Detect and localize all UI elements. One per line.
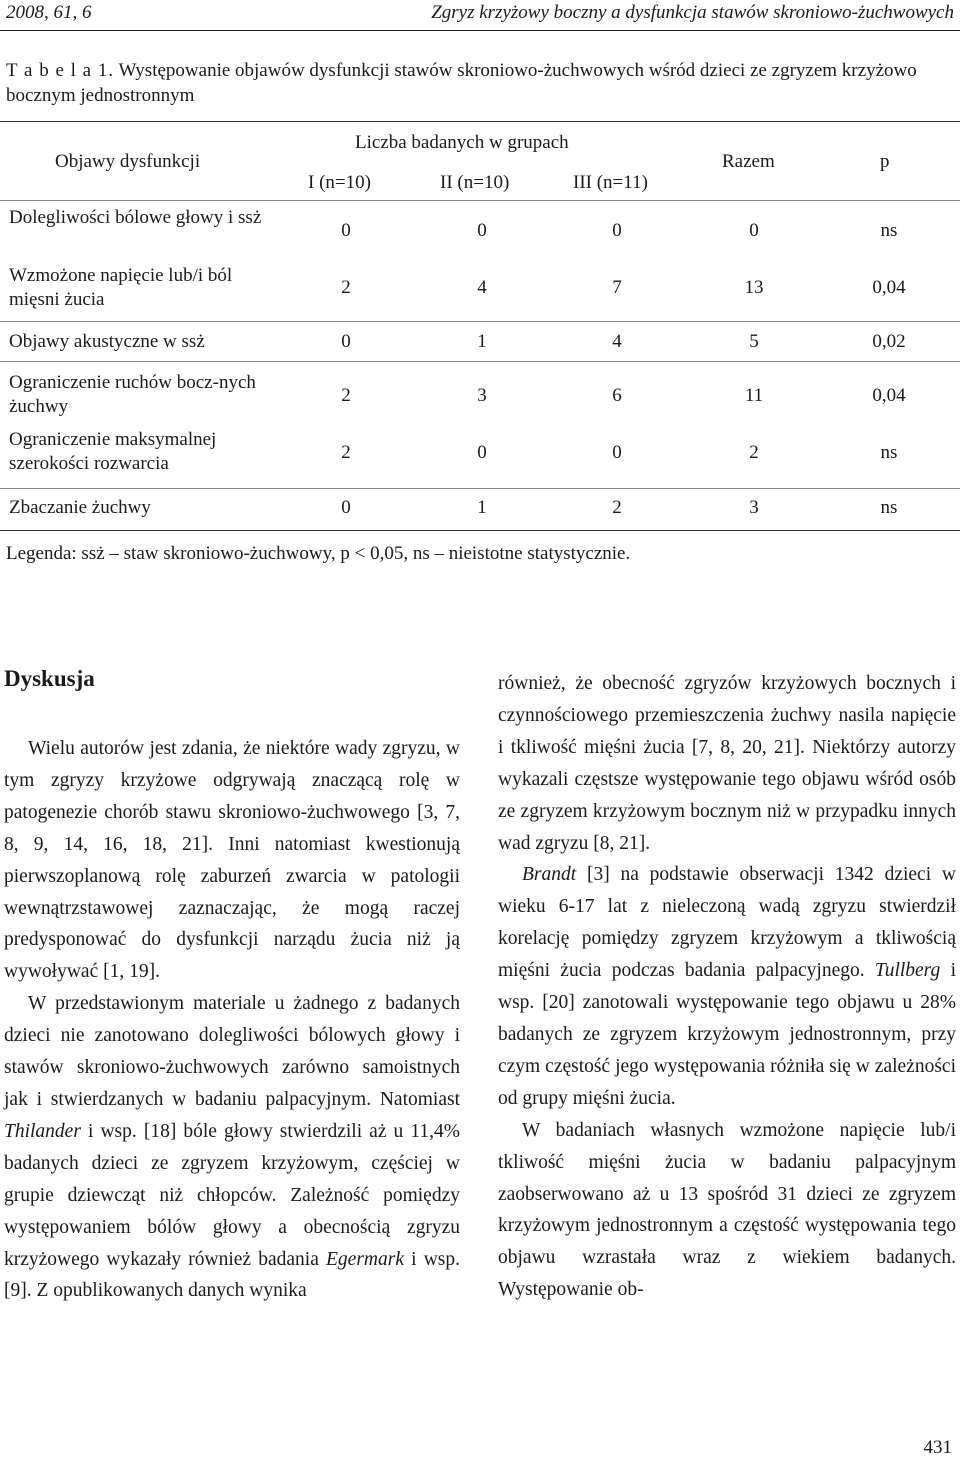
header-group-count: Liczba badanych w grupach xyxy=(355,132,569,153)
row-value-g1: 2 xyxy=(341,385,351,406)
row-value-g1: 2 xyxy=(341,277,351,298)
row-value-g3: 0 xyxy=(612,442,622,463)
table-caption-text: Występowanie objawów dysfunkcji stawów skroniowo-żuchwowych wśród dzieci ze zgryzem krzyżowo bocznym jednostronnym xyxy=(6,60,917,106)
journal-citation: 2008, 61, 6 xyxy=(6,2,92,23)
table-header-rule xyxy=(0,200,960,201)
header-total: Razem xyxy=(722,151,775,172)
row-label: Zbaczanie żuchwy xyxy=(9,497,151,518)
row-value-g1: 0 xyxy=(341,331,351,352)
row-value-total: 3 xyxy=(749,497,759,518)
table-caption-label: T a b e l a 1. xyxy=(6,60,115,81)
paragraph: W badaniach własnych wzmożone napięcie lub/i tkliwość mięśni żucia w badaniu palpacyjnym zaobserwowano aż u 13 spośród 31 dzieci ze zgryzem krzyżowym jednostronnym a częstość występowania tego objawu wzrastała wraz z wiekiem badanych. Występowanie ob- xyxy=(498,1119,956,1301)
row-value-g1: 0 xyxy=(341,497,351,518)
author-name: Tullberg xyxy=(874,960,941,982)
row-value-g2: 4 xyxy=(477,277,487,298)
table-bottom-rule xyxy=(0,530,960,531)
header-group-2: II (n=10) xyxy=(440,172,510,193)
row-value-g2: 1 xyxy=(477,331,487,352)
row-value-g3: 7 xyxy=(612,277,622,298)
text-column-right xyxy=(498,668,956,1306)
row-value-g3: 2 xyxy=(612,497,622,518)
text-column-left xyxy=(4,733,460,1307)
row-value-p: 0,02 xyxy=(872,331,906,352)
table-legend: Legenda: ssż – staw skroniowo-żuchwowy, p < 0,05, ns – nieistotne statystycznie. xyxy=(6,543,631,564)
row-value-total: 5 xyxy=(749,331,759,352)
table-row-rule xyxy=(0,488,960,489)
row-value-g3: 0 xyxy=(612,220,622,241)
row-value-total: 0 xyxy=(749,220,759,241)
row-label: Ograniczenie maksymalnej szerokości rozwarcia xyxy=(9,429,217,474)
row-value-g2: 0 xyxy=(477,442,487,463)
row-value-g3: 4 xyxy=(612,331,622,352)
row-label: Ograniczenie ruchów bocz-nych żuchwy xyxy=(9,372,256,417)
page-number: 431 xyxy=(923,1437,952,1458)
table-top-rule xyxy=(0,121,960,122)
row-label: Objawy akustyczne w ssż xyxy=(9,331,205,352)
row-value-total: 11 xyxy=(744,385,764,406)
author-name: Egermark xyxy=(326,1248,404,1270)
row-value-total: 2 xyxy=(749,442,759,463)
header-group-3: III (n=11) xyxy=(573,172,648,193)
author-name: Thilander xyxy=(4,1120,81,1142)
row-value-p: ns xyxy=(880,442,898,463)
row-value-total: 13 xyxy=(744,277,764,298)
paragraph: Wielu autorów jest zdania, że niektóre wady zgryzu, w tym zgryzy krzyżowe odgrywają znaczącą rolę w patogenezie chorób stawu skroniowo-żuchwowego [3, 7, 8, 9, 14, 16, 18, 21]. Inni natomiast kwestionują pierwszoplanową rolę zaburzeń zwarcia w patologii wewnątrzstawowej zaznaczając, że mogą raczej predysponować do dysfunkcji narządu żucia niż ją wywoływać [1, 19]. xyxy=(4,738,460,983)
header-rule xyxy=(0,30,960,31)
paragraph: Brandt [3] na podstawie obserwacji 1342 dzieci w wieku 6-17 lat z nieleczoną wadą zgryzu stwierdził korelację pomiędzy zgryzem krzyżowym a tkliwością mięśni żucia podczas badania palpacyjnego. Tullberg i wsp. [20] zanotowali występowanie tego objawu u 28% badanych ze zgryzem krzyżowym jednostronnym, przy czym częstość jego występowania różniła się w zależności od grupy mięśni żucia. xyxy=(498,864,957,1109)
row-label: Dolegliwości bólowe głowy i ssż xyxy=(9,207,262,228)
header-symptoms: Objawy dysfunkcji xyxy=(55,151,201,172)
paragraph: W przedstawionym materiale u żadnego z badanych dzieci nie zanotowano dolegliwości bólowych głowy i stawów skroniowo-żuchwowych zarówno samoistnych jak i stwierdzanych w badaniu palpacyjnym. Natomiast Thilander i wsp. [18] bóle głowy stwierdzili aż u 11,4% badanych dzieci ze zgryzem krzyżowym, częściej w grupie dziewcząt niż chłopców. Zależność pomiędzy występowaniem bólów głowy a obecnością zgryzu krzyżowego wykazały również badania Egermark i wsp. [9]. Z opublikowanych danych wynika xyxy=(4,993,461,1302)
article-short-title: Zgryz krzyżowy boczny a dysfunkcja stawów skroniowo-żuchwowych xyxy=(431,2,954,23)
row-label: Wzmożone napięcie lub/i ból mięsni żucia xyxy=(9,265,233,310)
row-value-g2: 3 xyxy=(477,385,487,406)
row-value-p: 0,04 xyxy=(872,277,906,298)
paragraph: również, że obecność zgryzów krzyżowych bocznych i czynnościowego przemieszczenia żuchwy nasila napięcie i tkliwość mięśni żucia [7, 8, 20, 21]. Niektórzy autorzy wykazali częstsze występowanie tego objawu wśród osób ze zgryzem krzyżowym bocznym niż w przypadku innych wad zgryzu [8, 21]. xyxy=(498,673,956,854)
author-name: Brandt xyxy=(522,864,577,886)
row-value-g3: 6 xyxy=(612,385,622,406)
header-group-1: I (n=10) xyxy=(308,172,371,193)
section-heading: Dyskusja xyxy=(4,666,95,691)
row-value-g2: 1 xyxy=(477,497,487,518)
running-header xyxy=(6,2,954,26)
row-value-p: ns xyxy=(880,220,898,241)
row-value-g1: 2 xyxy=(341,442,351,463)
header-p: p xyxy=(880,151,890,172)
row-value-g2: 0 xyxy=(477,220,487,241)
table-caption xyxy=(6,58,956,108)
table-row-rule xyxy=(0,361,960,362)
row-value-p: 0,04 xyxy=(872,385,906,406)
table-row-rule xyxy=(0,321,960,322)
row-value-p: ns xyxy=(880,497,898,518)
row-value-g1: 0 xyxy=(341,220,351,241)
